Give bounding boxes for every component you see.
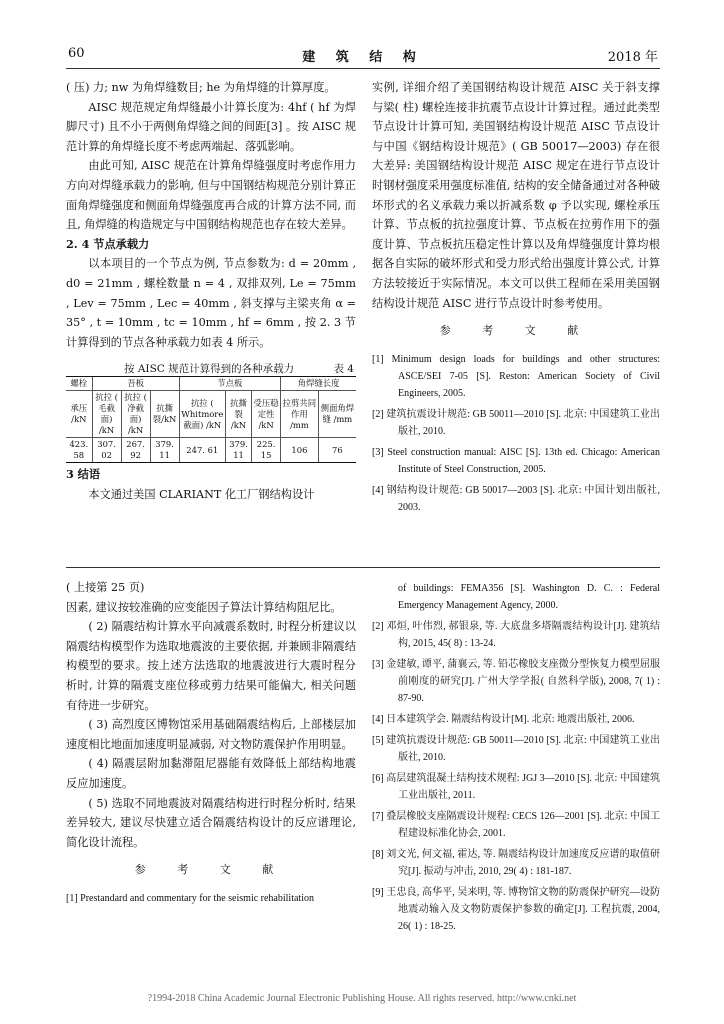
page-header	[68, 46, 658, 66]
table-cell: 106	[281, 438, 319, 463]
paragraph: 本文通过美国 CLARIANT 化工厂钢结构设计	[88, 487, 315, 501]
paragraph: 以本项目的一个节点为例, 节点参数为: d = 20mm , d0 = 21mm , 螺栓数量 n = 4 , 双排双列, Le = 75mm , Lev = 75mm , Lec = 40mm , 斜支撑与主梁夹角 α = 35° , t = 10mm , tc = 10mm , hf = 6mm , 按 2. 3 节计算得到的节点各种承载力如表 4 所示。	[66, 257, 356, 349]
table-cell: 423. 58	[66, 438, 92, 463]
table-group-header: 角焊缝长度	[281, 377, 356, 391]
references-heading: 参 考 文 献	[439, 324, 593, 338]
reference-item: [4] 钢结构设计规范: GB 50017—2003 [S]. 北京: 中国计划出版社, 2003.	[372, 484, 660, 513]
reference-item: [3] Steel construction manual: AISC [S]. 13th ed. Chicago: American Institute of Steel Construction, 2005.	[372, 446, 660, 475]
reference-item: [8] 刘文光, 何文福, 霍达, 等. 隔震结构设计加速度反应谱的取值研究[J]. 振动与冲击, 2010, 29( 4) : 181-187.	[372, 849, 660, 877]
table-column-header: 抗拉 ( 净截面) /kN	[121, 391, 150, 438]
left-column-top	[66, 78, 356, 505]
table-cell: 225. 15	[252, 438, 281, 463]
paragraph: 由此可知, AISC 规范在计算角焊缝强度时考虑作用力方向对焊缝承载力的影响, 但与中国钢结构规范分别计算正面角焊缝强度和侧面角焊缝强度再合成的计算方法不同, 而且, 角焊缝的构造规定与中国钢结构规范也存在较大差异。	[66, 159, 356, 232]
paragraph: ( 5) 选取不同地震波对隔震结构进行时程分析时, 结果差异较大, 建议尽快建立适合隔震结构设计的反应谱理论, 简化设计流程。	[66, 796, 356, 849]
paragraph: 因素, 建议按较准确的应变能因子算法计算结构阻尼比。	[66, 600, 342, 614]
table-row	[66, 438, 356, 463]
paragraph: ( 3) 高烈度区博物馆采用基础隔震结构后, 上部楼层加速度相比地面加速度明显减弱, 对文物防震保护作用明显。	[66, 718, 356, 751]
reference-item: [7] 叠层橡胶支座隔震设计规程: CECS 126—2001 [S]. 北京: 中国工程建设标准化协会, 2001.	[372, 811, 660, 839]
reference-item: [4] 日本建筑学会. 隔震结构设计[M]. 北京: 地震出版社, 2006.	[372, 714, 635, 725]
table-column-header: 侧面角焊缝 /mm	[318, 391, 356, 438]
table-column-header: 抗拉 ( Whitmore 截面) /kN	[179, 391, 225, 438]
table-column-header: 受压稳定性 /kN	[252, 391, 281, 438]
reference-item: [5] 建筑抗震设计规范: GB 50011—2010 [S]. 北京: 中国建筑工业出版社, 2010.	[372, 735, 660, 763]
table-column-header: 拉剪共同作用 /mm	[281, 391, 319, 438]
section-heading: 3 结语	[66, 467, 101, 482]
header-rule	[66, 68, 660, 69]
journal-title: 建 筑 结 构	[302, 50, 424, 65]
paragraph: ( 压) 力; nw 为角焊缝数目; he 为角焊缝的计算厚度。	[66, 81, 336, 94]
copyright-footer: ?1994-2018 China Academic Journal Electronic Publishing House. All rights reserved. http://www.cnki.net	[147, 993, 577, 1004]
reference-item: [6] 高层建筑混凝土结构技术规程: JGJ 3—2010 [S]. 北京: 中国建筑工业出版社, 2011.	[372, 773, 660, 801]
table-column-header: 抗拉 ( 毛截面) /kN	[92, 391, 121, 438]
reference-item: [2] 建筑抗震设计规范: GB 50011—2010 [S]. 北京: 中国建筑工业出版社, 2010.	[372, 408, 660, 437]
reference-item: [2] 邓烜, 叶伟烈, 郝银泉, 等. 大底盘多塔隔震结构设计[J]. 建筑结构, 2015, 45( 8) : 13-24.	[372, 621, 660, 649]
table-caption	[66, 360, 356, 376]
table-cell: 307. 02	[92, 438, 121, 463]
table-cell: 247. 61	[179, 438, 225, 463]
capacity-table	[66, 376, 356, 463]
table-cell: 379. 11	[225, 438, 251, 463]
reference-item: [3] 金建敏, 谭平, 蒲襄云, 等. 铅芯橡胶支座微分型恢复力模型屈服前刚度的研究[J]. 广州大学学报( 自然科学版), 2008, 7( 1) : 87-90.	[372, 659, 660, 704]
page-number: 60	[68, 46, 85, 61]
table-cell: 76	[318, 438, 356, 463]
left-column-bottom	[66, 578, 356, 911]
table-caption-title: 按 AISC 规范计算得到的各种承载力	[124, 363, 295, 376]
continuation-note: ( 上接第 25 页)	[66, 581, 145, 594]
references-heading: 参 考 文 献	[134, 863, 288, 877]
table-number: 表 4	[333, 363, 354, 376]
reference-continuation: of buildings: FEMA356 [S]. Washington D. C. : Federal Emergency Management Agency, 2000.	[398, 583, 660, 611]
publication-year: 2018 年	[607, 50, 658, 65]
table-column-header: 抗撕裂/kN	[150, 391, 179, 438]
reference-item: [1] Minimum design loads for buildings and other structures: ASCE/SEI 7-05 [S]. Reston: American Society of Civil Engineers, 2005.	[372, 353, 660, 399]
table-cell: 267. 92	[121, 438, 150, 463]
table-cell: 379. 11	[150, 438, 179, 463]
reference-item: [1] Prestandard and commentary for the seismic rehabilitation	[66, 892, 314, 904]
reference-item: [9] 王忠良, 高华平, 吴来明, 等. 博物馆文物的防震保护研究—设防地震动输入及文物防震保护参数的确定[J]. 工程抗震, 2004, 26( 1) : 18-25.	[372, 887, 660, 932]
article-divider	[66, 567, 660, 568]
table-column-header: 承压 /kN	[66, 391, 92, 438]
section-heading: 2. 4 节点承载力	[66, 236, 150, 251]
paragraph: AISC 规范规定角焊缝最小计算长度为: 4hf ( hf 为焊脚尺寸) 且不小于两侧角焊缝之间的间距[3] 。按 AISC 规范计算的角焊缝长度不考虑两端起、落弧影响。	[66, 100, 356, 153]
table-group-header: 吾板	[92, 377, 179, 391]
paragraph: ( 4) 隔震层附加黏滞阻尼器能有效降低上部结构地震反应加速度。	[66, 757, 356, 790]
right-column-top	[372, 78, 660, 520]
table-header-row	[66, 391, 356, 438]
paragraph: ( 2) 隔震结构计算水平向减震系数时, 时程分析建议以隔震结构模型作为选取地震波的主要依据, 并兼顾非隔震结构模型的要求。按上述方法选取的地震波进行大震时程分析时, 计算的隔震支座位移或剪力结果可能偏大, 相关问题有待进一步研究。	[66, 620, 356, 712]
table-group-header: 螺栓	[66, 377, 92, 391]
table-group-header: 节点板	[179, 377, 280, 391]
paragraph: 实例, 详细介绍了美国钢结构设计规范 AISC 关于斜支撑与梁( 柱) 螺栓连接非抗震节点设计计算过程。通过此类型节点设计计算可知, 美国钢结构设计规范 AISC 节点设计与中国《钢结构设计规范》( GB 50017—2003) 存在很大差异: 美国钢结构设计规范 AISC 规定在进行节点设计时钢材强度采用强度标准值, 结构的安全储备通过对各种破坏形式的名义承载力乘以折减系数 φ 予以实现, 螺栓承压计算、节点板的抗拉强度计算、节点板在拉剪作用下的强度计算、节点板抗压稳定性计算以及角焊缝强度计算均根据各自实际的破坏形式和受力形式给出强度计算公式, 计算方法较接近于实际情况。本文可以供工程师在采用美国钢结构设计规范 AISC 进行节点设计时参考使用。	[372, 81, 660, 310]
right-column-bottom	[372, 580, 660, 939]
table-column-header: 抗撕裂 /kN	[225, 391, 251, 438]
